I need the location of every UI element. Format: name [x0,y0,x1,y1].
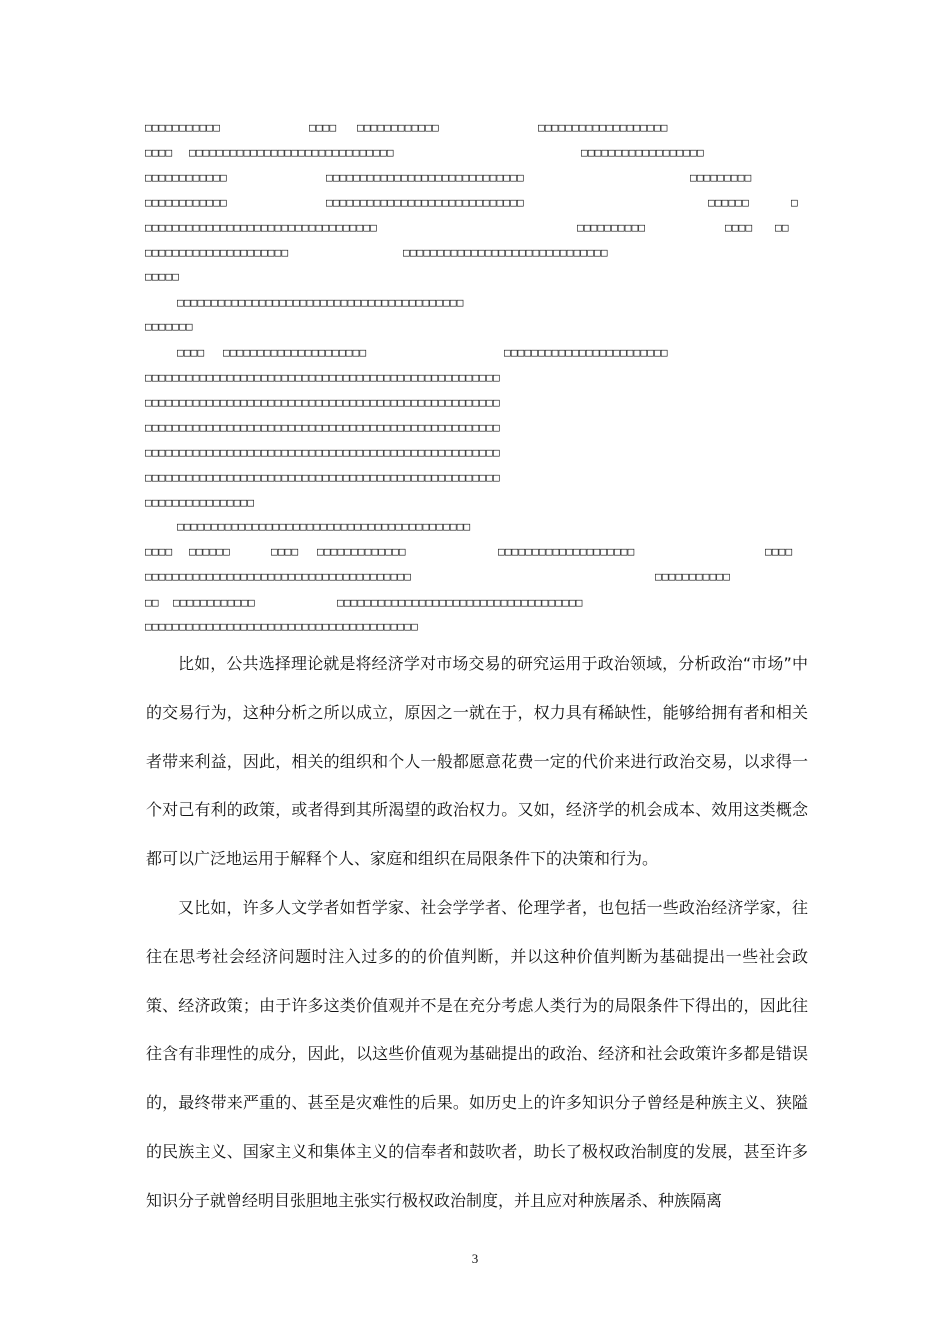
paragraph-value-judgement: 又比如，许多人文学者如哲学家、社会学学者、伦理学者，也包括一些政治经济学家，往往在思考社会经济问题时注入过多的的价值判断，并以这种价值判断为基础提出一些社会政策、经济政策；由于许多这类价值观并不是在充分考虑人类行为的局限条件下得出的，因此往往含有非理性的成分，因此，以这些价值观为基础提出的政治、经济和社会政策许多都是错误的，最终带来严重的、甚至是灾难性的后果。如历史上的许多知识分子曾经是种族主义、狭隘的民族主义、国家主义和集体主义的信奉者和鼓吹者，助长了极权政治制度的发展，甚至许多知识分子就曾经明目张胆地主张实行极权政治制度，并且应对种族屠杀、种族隔离 [146,897,808,1210]
garbled-segment: □□ [145,596,159,609]
garbled-segment: □□□□□□□□□□□□□□□□□□□□□□□□□□□□□□□□□□□□□□□□□□□□□□□□□□□□ [145,471,500,484]
garbled-segment: □□□□ [765,545,793,558]
garbled-segment: □□□□□□□□□□□□□□□□□□□□□□□□□□□□□□□□□□□□□□□□□□□□□□□□□□□□ [145,421,500,434]
garbled-segment: □□□□□□□□□ [690,171,752,184]
garbled-segment: □□□□□□□□□□□□□□□□□□□□□□□□□□□□□□□□□□□□□□□ [145,570,412,583]
garbled-segment: □□□□□□□□□□□□□ [317,545,406,558]
garbled-segment: □□□□□□□□□□□□□□□□□□□□□ [145,246,289,259]
garbled-segment: □□□□□□□□□□□□□□□□□□□□□□□□□□□□□□□□□□□□□□□□□□□□□□□□□□□□ [145,396,500,409]
garbled-segment: □□□□□□□□□□□□□□□□□□ [581,146,704,159]
garbled-segment: □□□□□□□□□□□ [655,570,731,583]
garbled-segment: □□□□□□□□□□□□ [173,596,255,609]
garbled-segment: □□□□ [145,545,173,558]
garbled-segment: □□□□□□□□□□□□ [357,121,439,134]
garbled-segment: □□□□□□□□□□□□□□□□□□□□□□□□□□□□□□ [189,146,394,159]
page-number: 3 [471,1251,479,1266]
garbled-segment: □□□□□□□□□□□□□□□□□□□□□□□□□□□□□ [326,171,524,184]
garbled-segment: □□□□ [725,221,753,234]
paragraph-public-choice: 比如，公共选择理论就是将经济学对市场交易的研究运用于政治领域，分析政治“市场”中的交易行为，这种分析之所以成立，原因之一就在于，权力具有稀缺性，能够给拥有者和相关者带来利益，因此，相关的组织和个人一般都愿意花费一定的代价来进行政治交易，以求得一个对己有利的政策，或者得到其所渴望的政治权力。又如，经济学的机会成本、效用这类概念都可以广泛地运用于解释个人、家庭和组织在局限条件下的决策和行为。 [146,654,808,869]
garbled-segment: □□□□□□ [708,196,749,209]
garbled-segment: □□ [775,221,789,234]
garbled-segment: □□□□□□□□□□□□□□□□□□□□□□□□□□□□□□□□□□□□ [337,596,583,609]
garbled-segment: □□□□□□□□□□□□□□□□□□□□□□□□□□□□□ [326,196,524,209]
garbled-segment: □□□□□ [145,270,180,283]
garbled-segment: □□□□□□□□□□□□□□□□□□□□□□□□□□□□□□□□□□□□□□□□□□□□□□□□□□□□ [145,446,500,459]
garbled-text-block [0,0,950,650]
garbled-segment: □□□□ [309,121,337,134]
garbled-segment: □□□□□□□□□□□□□□□□□□□□□□□□□□□□□□□□□□□□□□□□□□□□□□□□□□□□ [145,371,500,384]
garbled-segment: □□□□□□□□□□□□□□□□ [145,496,255,509]
garbled-segment: □□□□□□□□□□□□□□□□□□□□□□□□□□□□□□□□□□ [145,221,377,234]
garbled-segment: □□□□□□ [189,545,230,558]
garbled-segment: □□□□ [145,146,173,159]
garbled-segment: □□□□□□□□□□□□ [145,171,227,184]
garbled-segment: □□□□ [177,346,205,359]
garbled-segment: □□□□□□□□□□□□□□□□□□□□□□□□□□□□□□□□□□□□□□□□□□ [177,296,464,309]
garbled-segment: □□□□□□□□□□□□□□□□□□□□□□□□ [504,346,668,359]
garbled-segment: □□□□□□□□□□□□□□□□□□□□□ [223,346,367,359]
garbled-segment: □□□□□□□ [145,320,193,333]
garbled-segment: □ [791,196,798,209]
garbled-segment: □□□□□□□□□□ [577,221,646,234]
garbled-segment: □□□□ [271,545,299,558]
garbled-segment: □□□□□□□□□□□ [145,121,221,134]
garbled-segment: □□□□□□□□□□□□□□□□□□□□□□□□□□□□□□ [403,246,608,259]
garbled-segment: □□□□□□□□□□□□ [145,196,227,209]
garbled-segment: □□□□□□□□□□□□□□□□□□□□□□□□□□□□□□□□□□□□□□□□□□□ [177,520,471,533]
garbled-segment: □□□□□□□□□□□□□□□□□□□ [538,121,668,134]
body-text [146,640,808,1226]
garbled-segment: □□□□□□□□□□□□□□□□□□□□ [498,545,635,558]
garbled-segment: □□□□□□□□□□□□□□□□□□□□□□□□□□□□□□□□□□□□□□□□ [145,620,418,633]
